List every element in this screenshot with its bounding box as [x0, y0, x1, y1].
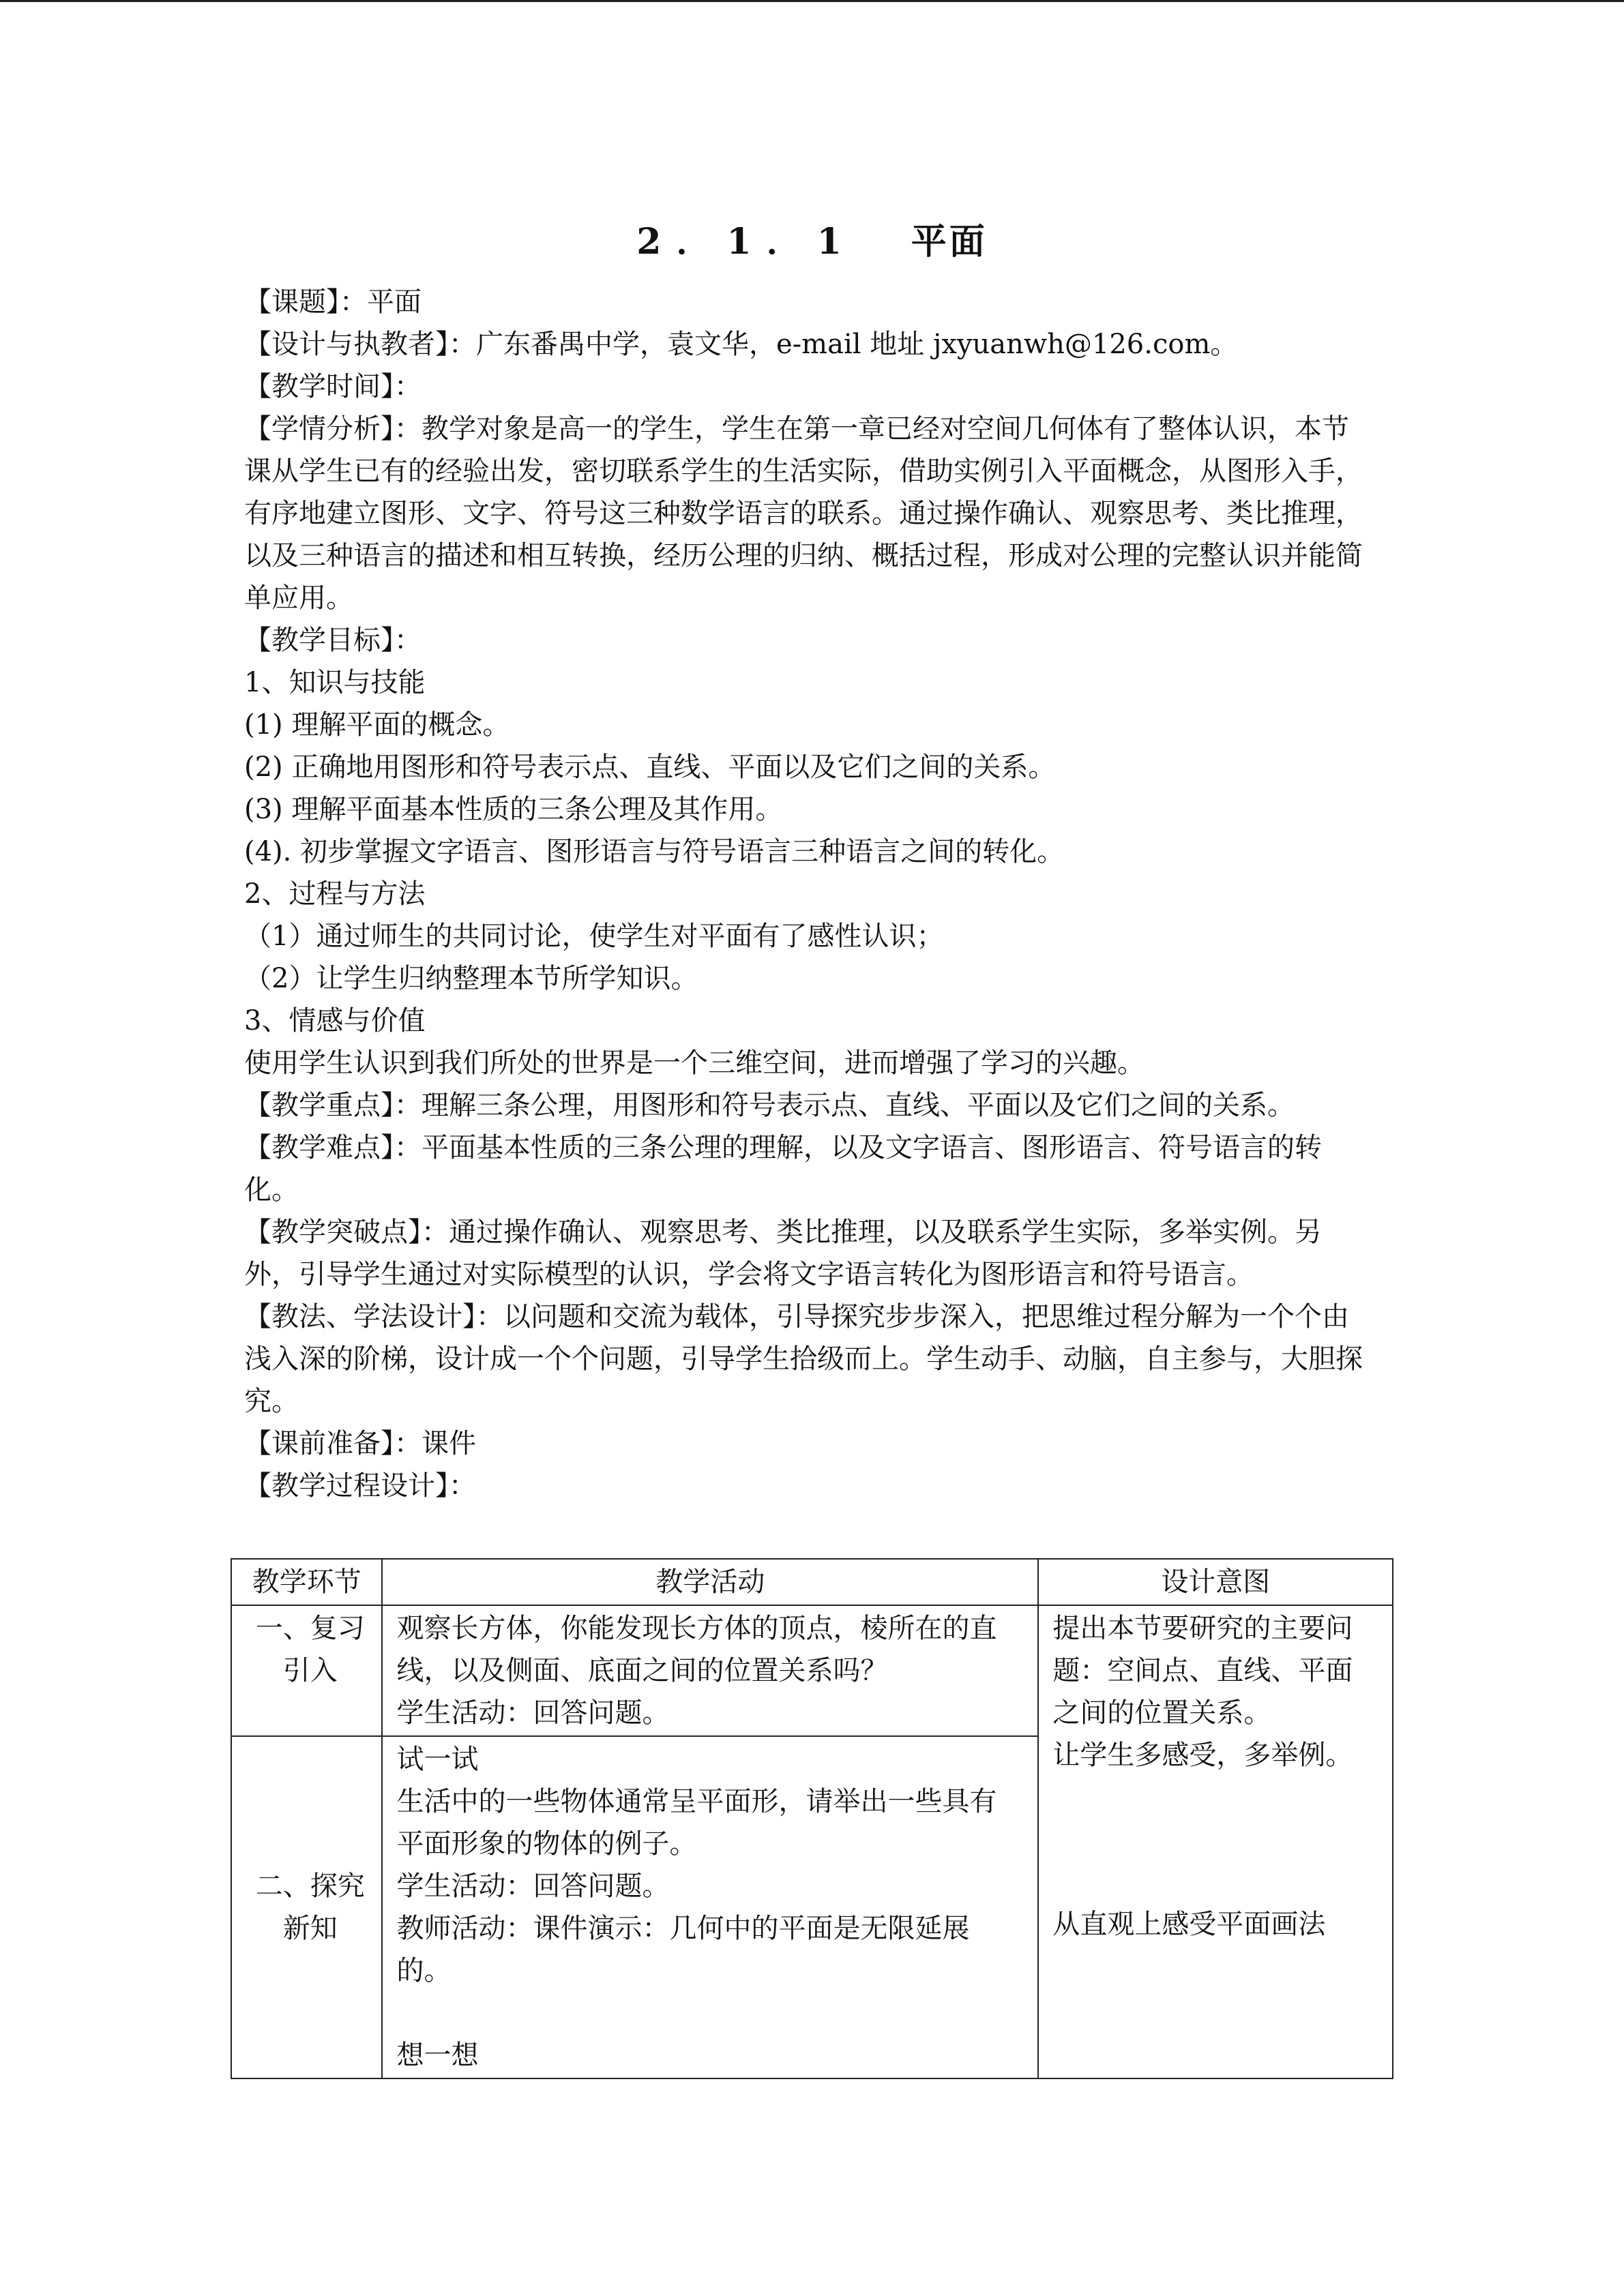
- objective-item: (3) 理解平面基本性质的三条公理及其作用。: [244, 794, 783, 825]
- field-label: 【设计与执教者】：: [244, 329, 476, 360]
- stage-line: 一、复习: [255, 1613, 365, 1644]
- field-label: 【课前准备】：: [244, 1428, 422, 1459]
- activity-heading: 试一试: [396, 1744, 479, 1775]
- field-value: 理解三条公理，用图形和符号表示点、直线、平面以及它们之间的关系。: [422, 1090, 1295, 1121]
- table-header-row: [231, 1559, 1393, 1605]
- objective-item: 使用学生认识到我们所处的世界是一个三维空间，进而增强了学习的兴趣。: [244, 1047, 1145, 1079]
- field-value: 教学对象是高一的学生，学生在第一章已经对空间几何体有了整体认识，本节课从学生已有的经验出发，密切联系学生的生活实际，借助实例引入平面概念，从图形入手，有序地建立图形、文字、符号这三种数学语言的联系。通过操作确认、观察思考、类比推理，以及三种语言的描述和相互转换，经历公理的归纳、概括过程，形成对公理的完整认识并能简单应用。: [244, 413, 1363, 614]
- activity-explore: [382, 1736, 1038, 2078]
- intent-line: 提出本节要研究的主要问题：空间点、直线、平面之间的位置关系。: [1052, 1613, 1353, 1729]
- page-top-border: [0, 0, 1624, 2]
- field-label: 【教法、学法设计】：: [244, 1301, 503, 1332]
- stage-review: [231, 1605, 382, 1736]
- field-value: 平面基本性质的三条公理的理解，以及文字语言、图形语言、符号语言的转化。: [244, 1132, 1322, 1206]
- stage-line: 引入: [282, 1655, 338, 1686]
- student-activity: 学生活动：回答问题。: [396, 1870, 670, 1902]
- field-process-design: [244, 1465, 1370, 1507]
- stage-line: 二、探究: [255, 1870, 365, 1902]
- objective-item: (1) 理解平面的概念。: [244, 709, 510, 741]
- header-activity: 教学活动: [382, 1559, 1038, 1605]
- title-number: 2．1．1: [636, 221, 857, 263]
- field-key-points: [244, 1084, 1370, 1127]
- objective-item: (4). 初步掌握文字语言、图形语言与符号语言三种语言之间的转化。: [244, 836, 1065, 867]
- header-stage: 教学环节: [231, 1559, 382, 1605]
- field-label: 【教学时间】：: [244, 371, 422, 402]
- stage-explore: [231, 1736, 382, 2078]
- field-objectives: [244, 619, 1370, 661]
- lesson-body: [244, 281, 1370, 1507]
- intent-line: 让学生多感受，多举例。: [1052, 1740, 1353, 1771]
- field-label: 【教学重点】：: [244, 1090, 422, 1121]
- objective-item: (2) 正确地用图形和符号表示点、直线、平面以及它们之间的关系。: [244, 751, 1056, 783]
- activity-text: 生活中的一些物体通常呈平面形，请举出一些具有平面形象的物体的例子。: [396, 1786, 997, 1860]
- field-value: 广东番禺中学，袁文华，e-mail 地址 jxyuanwh@126.com。: [476, 329, 1238, 360]
- field-value: 以问题和交流为载体，引导探究步步深入，把思维过程分解为一个个由浅入深的阶梯，设计成一个个问题，引导学生拾级而上。学生动手、动脑，自主参与，大胆探究。: [244, 1301, 1363, 1417]
- activity-review: [382, 1605, 1038, 1736]
- objective-heading-knowledge: 1、知识与技能: [244, 667, 426, 698]
- objective-item: （1）通过师生的共同讨论，使学生对平面有了感性认识；: [244, 921, 944, 952]
- field-designer: [244, 323, 1370, 366]
- lesson-plan-table: [231, 1558, 1393, 2079]
- field-value: 通过操作确认、观察思考、类比推理，以及联系学生实际，多举实例。另外，引导学生通过对实际模型的认识，学会将文字语言转化为图形语言和符号语言。: [244, 1217, 1322, 1290]
- objective-heading-emotion: 3、情感与价值: [244, 1005, 426, 1037]
- field-value: 平面: [367, 286, 422, 318]
- objective-item: （2）让学生归纳整理本节所学知识。: [244, 963, 698, 994]
- field-label: 【教学难点】：: [244, 1132, 422, 1163]
- page-title: [0, 213, 1624, 264]
- header-intent: 设计意图: [1038, 1559, 1393, 1605]
- field-analysis: [244, 408, 1370, 619]
- objective-heading-process: 2、过程与方法: [244, 878, 426, 910]
- field-preparation: [244, 1422, 1370, 1465]
- intent-line: 从直观上感受平面画法: [1052, 1909, 1326, 1940]
- activity-text: 观察长方体，你能发现长方体的顶点，棱所在的直线，以及侧面、底面之间的位置关系吗？: [396, 1613, 997, 1686]
- field-breakthrough: [244, 1211, 1370, 1296]
- activity-next: 想一想: [396, 2040, 479, 2071]
- field-label: 【教学突破点】：: [244, 1217, 449, 1248]
- field-value: 课件: [422, 1428, 476, 1459]
- student-activity: 学生活动：回答问题。: [396, 1697, 670, 1729]
- field-topic: [244, 281, 1370, 323]
- field-time: [244, 366, 1370, 408]
- field-label: 【教学过程设计】：: [244, 1470, 476, 1502]
- field-label: 【教学目标】：: [244, 625, 422, 656]
- field-label: 【学情分析】：: [244, 413, 422, 445]
- table-row: [231, 1605, 1393, 1736]
- stage-line: 新知: [282, 1913, 338, 1944]
- teacher-activity: 教师活动：课件演示：几何中的平面是无限延展的。: [396, 1913, 970, 1986]
- title-text: 平面: [911, 221, 988, 263]
- field-difficulties: [244, 1127, 1370, 1211]
- field-methods: [244, 1296, 1370, 1422]
- intent-cell: [1038, 1605, 1393, 2078]
- field-label: 【课题】：: [244, 286, 367, 318]
